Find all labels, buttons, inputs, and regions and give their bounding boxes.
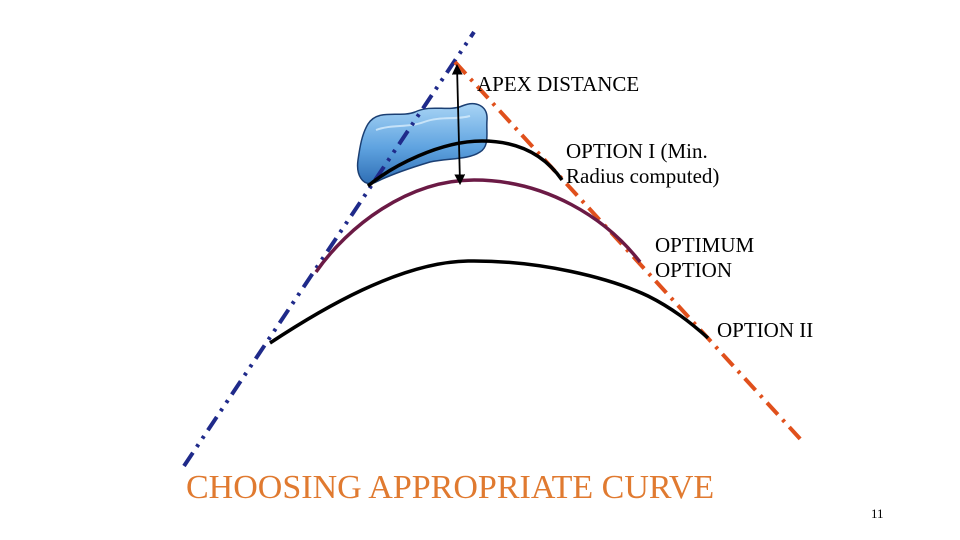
option-i-label-line1: OPTION I (Min. [566,139,708,163]
option-ii-curve [270,261,708,343]
optimum-option-label [655,233,754,283]
option-ii-text: OPTION II [717,318,814,342]
slide-title: CHOOSING APPROPRIATE CURVE [186,469,715,506]
optimum-label-line1: OPTIMUM [655,233,755,257]
page-number: 11 [871,506,884,521]
optimum-label-line2: OPTION [655,258,732,282]
left-tangent-line [184,32,474,466]
option-i-label [566,139,719,189]
apex-distance-text: APEX DISTANCE [477,72,640,96]
option-ii-label [717,318,813,343]
apex-distance-label [477,72,639,97]
option-i-label-line2: Radius computed) [566,164,720,188]
